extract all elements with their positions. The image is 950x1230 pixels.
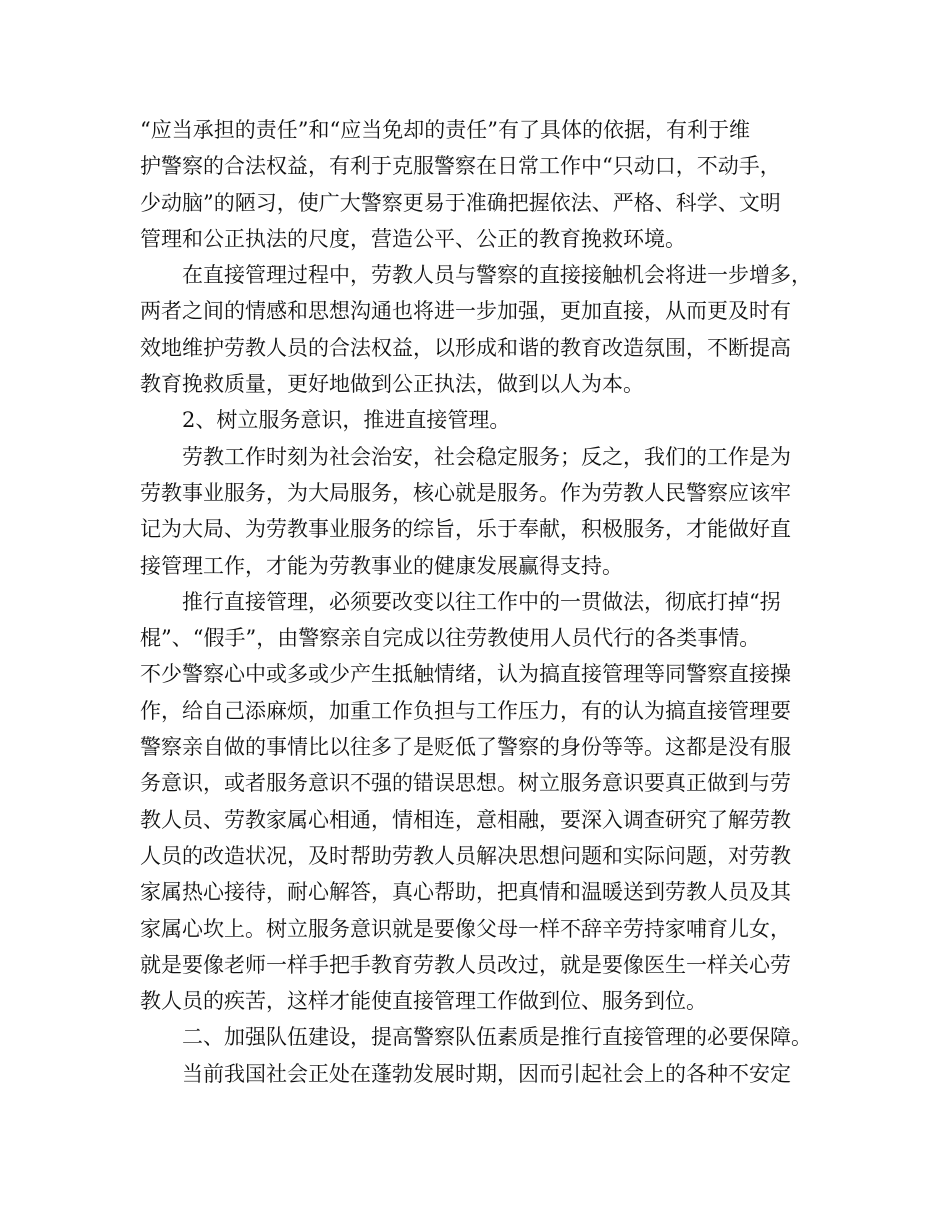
text-line: 警察亲自做的事情比以往多了是贬低了警察的身份等等。这都是没有服	[140, 735, 791, 760]
text-line: 在直接管理过程中，劳教人员与警察的直接接触机会将进一步增多，	[182, 263, 812, 288]
text-line: 劳教事业服务，为大局服务，核心就是服务。作为劳教人民警察应该牢	[140, 480, 791, 505]
text-line: 两者之间的情感和思想沟通也将进一步加强，更加直接，从而更及时有	[140, 299, 791, 324]
text-line: 少动脑”的陋习，使广大警察更易于准确把握依法、严格、科学、文明	[140, 190, 781, 215]
text-line: 作，给自己添麻烦，加重工作负担与工作压力，有的认为搞直接管理要	[140, 698, 791, 723]
text-line: 劳教工作时刻为社会治安，社会稳定服务；反之，我们的工作是为	[182, 444, 791, 469]
text-line: 管理和公正执法的尺度，营造公平、公正的教育挽救环境。	[140, 226, 686, 251]
text-line: 教育挽救质量，更好地做到公正执法，做到以人为本。	[140, 372, 644, 397]
text-line: 务意识，或者服务意识不强的错误思想。树立服务意识要真正做到与劳	[140, 771, 791, 796]
text-line: 当前我国社会正处在蓬勃发展时期，因而引起社会上的各种不安定	[182, 1061, 791, 1086]
text-line: 不少警察心中或多或少产生抵触情绪，认为搞直接管理等同警察直接操	[140, 662, 791, 687]
text-line: 二、加强队伍建设，提高警察队伍素质是推行直接管理的必要保障。	[182, 1025, 812, 1050]
text-line: 家属热心接待，耐心解答，真心帮助，把真情和温暖送到劳教人员及其	[140, 880, 791, 905]
text-line: 推行直接管理，必须要改变以往工作中的一贯做法，彻底打掉“拐	[182, 589, 781, 614]
text-line: 棍”、“假手”，由警察亲自完成以往劳教使用人员代行的各类事情。	[140, 626, 761, 651]
text-line: 家属心坎上。树立服务意识就是要像父母一样不辞辛劳持家哺育儿女，	[140, 916, 791, 941]
text-line: “应当承担的责任”和“应当免却的责任”有了具体的依据，有利于维	[140, 118, 750, 142]
text-line: 记为大局、为劳教事业服务的综旨，乐于奉献，积极服务，才能做好直	[140, 517, 791, 542]
document-body	[140, 112, 830, 1092]
text-line: 教人员的疾苦，这样才能使直接管理工作做到位、服务到位。	[140, 989, 707, 1014]
text-line: 就是要像老师一样手把手教育劳教人员改过，就是要像医生一样关心劳	[140, 952, 791, 977]
text-line: 2、树立服务意识，推进直接管理。	[182, 408, 511, 433]
text-line: 效地维护劳教人员的合法权益，以形成和谐的教育改造氛围，不断提高	[140, 335, 791, 360]
text-line: 接管理工作，才能为劳教事业的健康发展赢得支持。	[140, 553, 623, 578]
text-line: 人员的改造状况，及时帮助劳教人员解决思想问题和实际问题，对劳教	[140, 843, 791, 868]
text-line: 教人员、劳教家属心相通，情相连，意相融，要深入调查研究了解劳教	[140, 807, 791, 832]
text-line: 护警察的合法权益，有利于克服警察在日常工作中“只动口，不动手，	[140, 154, 781, 179]
